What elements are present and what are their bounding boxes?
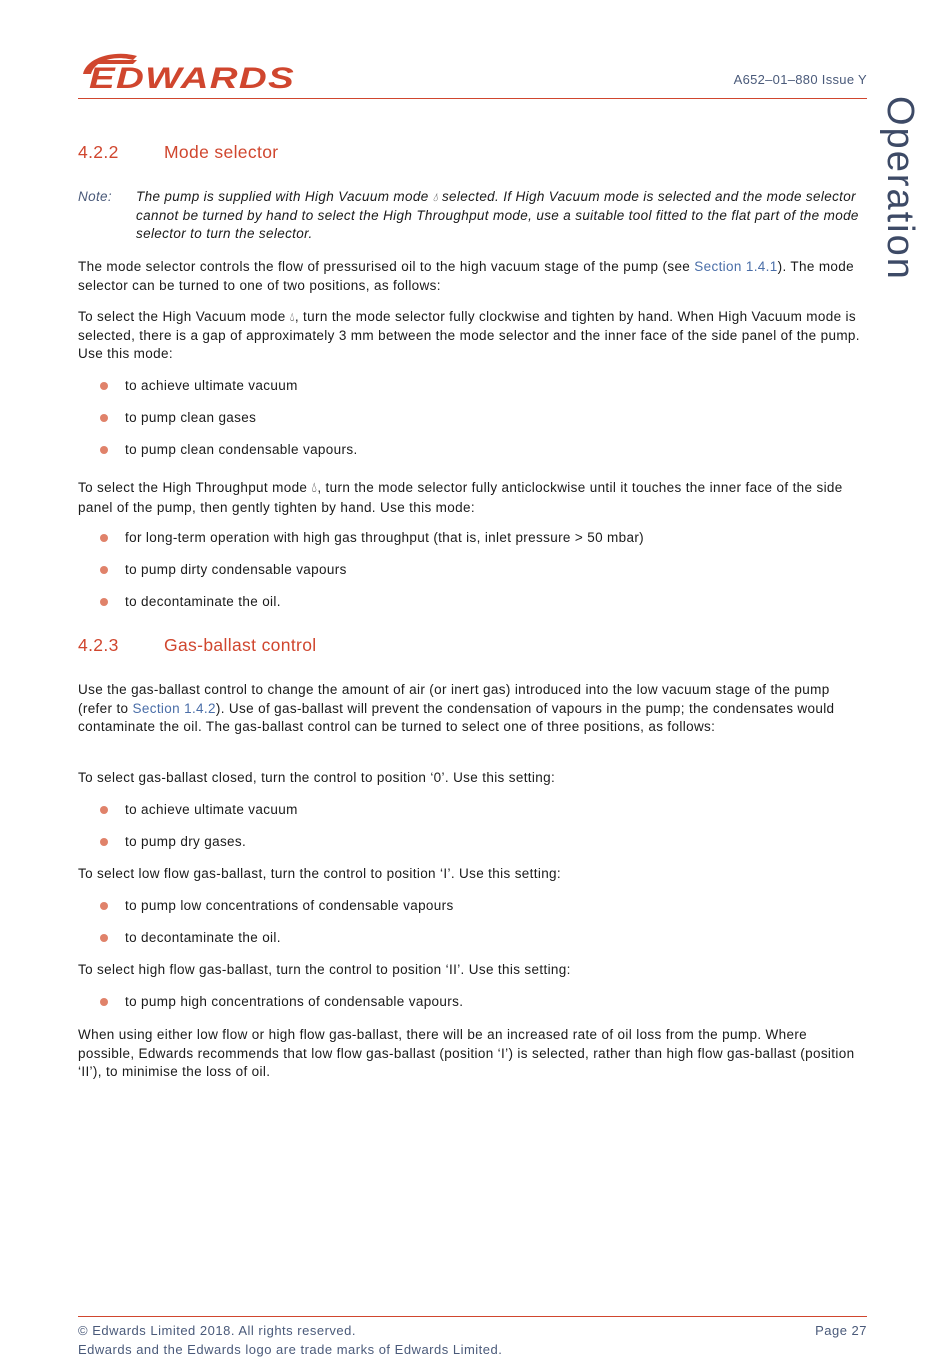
paragraph-ballast-low: To select low flow gas-ballast, turn the control to position ‘I’. Use this setting: [78, 866, 562, 881]
footer-copyright: © Edwards Limited 2018. All rights reserved. [78, 1323, 356, 1338]
heading-4-2-2 [78, 143, 278, 162]
paragraph-gas-ballast-intro: Use the gas-ballast control to change the amount of air (or inert gas) introduced into the low vacuum stage of the pump (refer to Section 1.4.2). Use of gas-ballast will prevent the condensation of vapours in the pump; the condensates would contaminate the oil. The gas-ballast control can be turned to select one of three positions, as follows: [78, 682, 835, 734]
section-link-1-4-1[interactable]: Section 1.4.1 [694, 259, 778, 274]
bullet-icon [100, 902, 108, 910]
bullet-icon [100, 598, 108, 606]
bullet-icon [100, 446, 108, 454]
heading-title: Gas-ballast control [164, 635, 317, 655]
oil-drops-icon: 💧︎ [311, 479, 318, 495]
oil-drop-icon: 💧︎ [432, 190, 438, 204]
bullet-icon [100, 998, 108, 1006]
oil-drop-icon: 💧︎ [289, 310, 295, 324]
svg-text:EDWARDS: EDWARDS [89, 62, 295, 92]
bullet-icon [100, 382, 108, 390]
paragraph-oil-loss: When using either low flow or high flow gas-ballast, there will be an increased rate of oil loss from the pump. Where possible, Edwards recommends that low flow gas-ballast (position ‘I’) is selected, rather than high flow gas-ballast (position ‘II’), to minimise the loss of oil. [78, 1027, 855, 1079]
heading-number: 4.2.3 [78, 635, 119, 655]
bullet-icon [100, 566, 108, 574]
document-reference: A652–01–880 Issue Y [733, 72, 867, 87]
heading-4-2-3 [78, 636, 317, 655]
bullet-icon [100, 838, 108, 846]
heading-title: Mode selector [164, 142, 279, 162]
footer-rule [78, 1316, 867, 1317]
note-text: The pump is supplied with High Vacuum mode 💧︎ selected. If High Vacuum mode is selected and the mode selector cannot be turned by hand to select the High Throughput mode, use a suitable tool fitted to the flat part of the mode selector to turn the selector. [136, 189, 859, 241]
edwards-logo [77, 48, 299, 92]
heading-number: 4.2.2 [78, 142, 119, 162]
section-link-1-4-2[interactable]: Section 1.4.2 [132, 700, 216, 716]
page-number: Page 27 [815, 1323, 867, 1338]
header-rule [78, 98, 867, 99]
section-side-tab: Operation [879, 96, 921, 281]
bullet-icon [100, 534, 108, 542]
bullet-icon [100, 806, 108, 814]
bullet-icon [100, 934, 108, 942]
paragraph-ballast-high: To select high flow gas-ballast, turn the control to position ‘II’. Use this setting: [78, 962, 571, 977]
paragraph-high-vacuum: To select the High Vacuum mode 💧︎, turn the mode selector fully clockwise and tighten by hand. When High Vacuum mode is selected, there is a gap of approximately 3 mm between the mode selector and the inner face of the side panel of the pump. Use this mode: [78, 309, 860, 361]
note-label: Note: [78, 189, 113, 204]
paragraph-high-throughput: To select the High Throughput mode 💧︎, turn the mode selector fully anticlockwise until it touches the inner face of the side panel of the pump, then gently tighten by hand. Use this mode: [78, 479, 843, 515]
bullet-icon [100, 414, 108, 422]
paragraph-mode-intro: The mode selector controls the flow of pressurised oil to the high vacuum stage of the pump (see Section 1.4.1). The mode selector can be turned to one of two positions, as follows: [78, 259, 855, 293]
footer-trademark: Edwards and the Edwards logo are trade marks of Edwards Limited. [78, 1342, 503, 1357]
paragraph-ballast-closed: To select gas-ballast closed, turn the control to position ‘0’. Use this setting: [78, 770, 556, 785]
